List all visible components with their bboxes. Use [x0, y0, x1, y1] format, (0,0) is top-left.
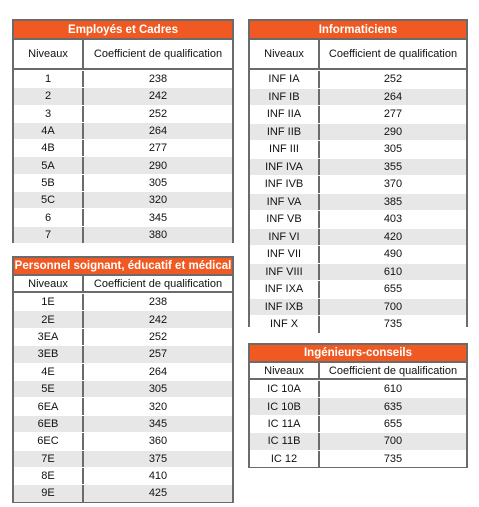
cell-niveau: 1 [14, 71, 84, 87]
cell-coefficient: 490 [383, 248, 403, 261]
table-row [14, 432, 232, 449]
table-row [14, 397, 232, 414]
table-row [250, 123, 466, 141]
table-row [250, 415, 466, 432]
table-title: Employés et Cadres [14, 21, 232, 40]
table-ingenieurs-conseils [248, 343, 468, 468]
table-header-row [14, 276, 232, 293]
table-row [14, 208, 232, 225]
cell-niveau: 7 [14, 227, 84, 243]
column-header-niveaux: Niveaux [14, 40, 84, 68]
cell-niveau: 6EB [14, 416, 84, 432]
table-body [14, 293, 232, 502]
cell-niveau: 3EA [14, 329, 84, 345]
table-row [250, 158, 466, 176]
cell-coefficient: 252 [383, 73, 403, 86]
cell-niveau: INF IVA [250, 159, 320, 176]
table-row [14, 310, 232, 327]
cell-niveau: INF VA [250, 194, 320, 211]
cell-niveau: INF X [250, 316, 320, 333]
cell-coefficient: 305 [148, 176, 168, 189]
table-row [250, 432, 466, 449]
cell-niveau: 7E [14, 451, 84, 467]
table-row [250, 193, 466, 211]
table-informaticiens [248, 19, 468, 331]
cell-coefficient: 242 [148, 313, 168, 326]
cell-coefficient: 700 [383, 300, 403, 313]
cell-niveau: 6EC [14, 433, 84, 449]
cell-niveau: IC 12 [250, 451, 320, 467]
table-row [14, 415, 232, 432]
table-row [14, 363, 232, 380]
cell-niveau: INF III [250, 141, 320, 158]
cell-coefficient: 305 [148, 383, 168, 396]
column-header-niveaux: Niveaux [250, 363, 320, 378]
cell-coefficient: 242 [148, 90, 168, 103]
table-row [14, 70, 232, 87]
column-header-coefficient: Coefficient de qualification [328, 364, 458, 377]
cell-coefficient: 635 [383, 400, 403, 413]
cell-coefficient: 610 [383, 265, 403, 278]
cell-coefficient: 320 [148, 400, 168, 413]
column-header-coefficient: Coefficient de qualification [328, 48, 458, 60]
table-row [14, 345, 232, 362]
cell-coefficient: 425 [148, 487, 168, 500]
cell-niveau: IC 11B [250, 433, 320, 449]
table-row [250, 315, 466, 333]
cell-niveau: 4A [14, 123, 84, 139]
table-row [250, 280, 466, 298]
cell-niveau: 8E [14, 468, 84, 484]
cell-niveau: INF VI [250, 229, 320, 246]
cell-niveau: INF IXB [250, 299, 320, 316]
table-row [250, 380, 466, 397]
cell-coefficient: 345 [148, 417, 168, 430]
table-row [14, 293, 232, 310]
table-row [14, 380, 232, 397]
table-row [250, 397, 466, 414]
table-row [250, 263, 466, 281]
cell-niveau: IC 10A [250, 381, 320, 397]
cell-coefficient: 264 [383, 90, 403, 103]
cell-niveau: INF IB [250, 89, 320, 106]
cell-coefficient: 305 [383, 143, 403, 156]
cell-coefficient: 355 [383, 160, 403, 173]
cell-coefficient: 370 [383, 178, 403, 191]
table-header-row [250, 40, 466, 70]
cell-coefficient: 277 [383, 108, 403, 121]
column-header-coefficient: Coefficient de qualification [93, 48, 223, 60]
cell-niveau: IC 11A [250, 416, 320, 432]
cell-coefficient: 238 [148, 296, 168, 309]
cell-coefficient: 345 [148, 211, 168, 224]
cell-niveau: INF VB [250, 211, 320, 228]
cell-niveau: INF IIB [250, 124, 320, 141]
table-row [14, 139, 232, 156]
cell-coefficient: 320 [148, 194, 168, 207]
column-header-niveaux: Niveaux [250, 40, 320, 68]
table-row [14, 226, 232, 243]
cell-niveau: 1E [14, 294, 84, 310]
cell-coefficient: 252 [148, 107, 168, 120]
cell-coefficient: 410 [148, 470, 168, 483]
table-row [14, 105, 232, 122]
table-row [14, 450, 232, 467]
table-row [250, 298, 466, 316]
cell-coefficient: 610 [383, 383, 403, 396]
table-row [250, 228, 466, 246]
table-personnel-soignant [12, 256, 234, 503]
cell-coefficient: 420 [383, 230, 403, 243]
cell-niveau: 4E [14, 364, 84, 380]
cell-coefficient: 252 [148, 330, 168, 343]
cell-niveau: 6EA [14, 398, 84, 414]
table-row [14, 191, 232, 208]
cell-niveau: INF IIA [250, 106, 320, 123]
table-row [14, 467, 232, 484]
cell-coefficient: 700 [383, 435, 403, 448]
cell-niveau: 6 [14, 209, 84, 225]
table-body [250, 380, 466, 467]
cell-coefficient: 264 [148, 365, 168, 378]
cell-coefficient: 290 [148, 159, 168, 172]
cell-coefficient: 380 [148, 228, 168, 241]
cell-coefficient: 655 [383, 417, 403, 430]
table-header-row [250, 363, 466, 380]
cell-niveau: INF IA [250, 71, 320, 88]
cell-niveau: INF IXA [250, 281, 320, 298]
table-body [14, 70, 232, 243]
table-body [250, 70, 466, 333]
cell-niveau: 3 [14, 106, 84, 122]
cell-coefficient: 257 [148, 348, 168, 361]
table-row [250, 88, 466, 106]
table-row [250, 245, 466, 263]
table-row [250, 105, 466, 123]
cell-coefficient: 264 [148, 125, 168, 138]
table-title: Ingénieurs-conseils [250, 345, 466, 363]
table-row [14, 484, 232, 501]
cell-niveau: INF IVB [250, 176, 320, 193]
cell-coefficient: 735 [383, 318, 403, 331]
cell-niveau: 4B [14, 140, 84, 156]
cell-coefficient: 403 [383, 213, 403, 226]
table-row [14, 122, 232, 139]
cell-coefficient: 385 [383, 195, 403, 208]
table-employes-cadres [12, 19, 234, 243]
table-row [250, 450, 466, 467]
cell-niveau: 5A [14, 157, 84, 173]
cell-coefficient: 277 [148, 142, 168, 155]
table-title: Personnel soignant, éducatif et médical [14, 258, 232, 276]
cell-coefficient: 290 [383, 125, 403, 138]
cell-coefficient: 655 [383, 283, 403, 296]
cell-coefficient: 238 [148, 73, 168, 86]
cell-niveau: INF VIII [250, 264, 320, 281]
cell-niveau: 2 [14, 88, 84, 104]
cell-niveau: 2E [14, 311, 84, 327]
table-row [250, 70, 466, 88]
cell-coefficient: 360 [148, 435, 168, 448]
table-row [14, 87, 232, 104]
cell-coefficient: 375 [148, 452, 168, 465]
cell-niveau: 5C [14, 192, 84, 208]
table-row [14, 328, 232, 345]
table-row [14, 156, 232, 173]
column-header-coefficient: Coefficient de qualification [93, 277, 223, 290]
cell-niveau: IC 10B [250, 398, 320, 414]
table-row [250, 175, 466, 193]
cell-coefficient: 735 [383, 452, 403, 465]
table-title: Informaticiens [250, 21, 466, 40]
table-header-row [14, 40, 232, 70]
cell-niveau: 5E [14, 381, 84, 397]
column-header-niveaux: Niveaux [14, 276, 84, 291]
table-row [250, 140, 466, 158]
table-row [250, 210, 466, 228]
cell-niveau: 9E [14, 485, 84, 501]
cell-niveau: 5B [14, 175, 84, 191]
table-row [14, 174, 232, 191]
cell-niveau: INF VII [250, 246, 320, 263]
cell-niveau: 3EB [14, 346, 84, 362]
